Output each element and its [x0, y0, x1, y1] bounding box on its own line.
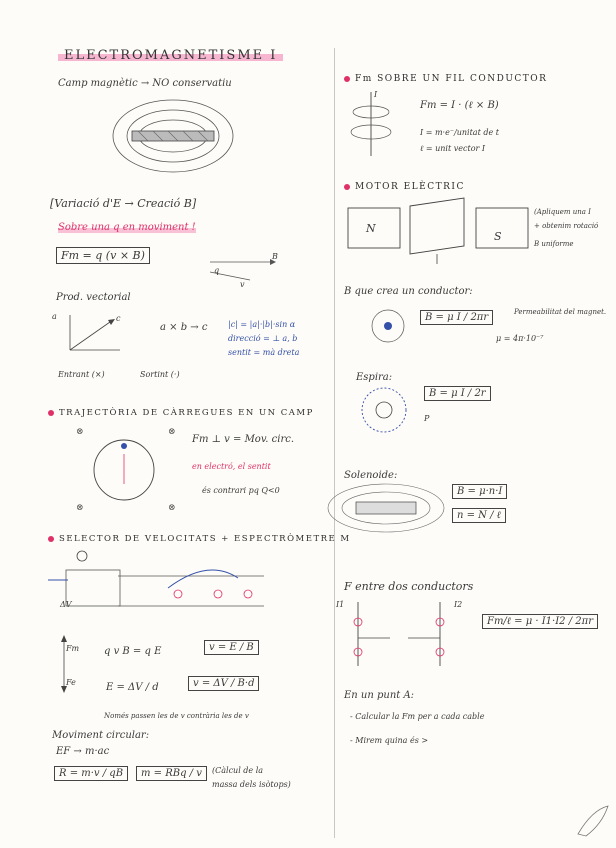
fe-label: Fe [66, 678, 76, 687]
fil-fm-formula: Fm = I · (ℓ × B) [420, 100, 499, 111]
trajectoria-heading: TRAJECTÒRIA DE CÀRREGUES EN UN CAMP [48, 408, 314, 418]
motor-heading: MOTOR ELÈCTRIC [344, 182, 465, 192]
svg-text:⊗: ⊗ [76, 427, 84, 437]
v-eq-box: v = E / B [204, 640, 259, 655]
solenoid-sketch [326, 480, 448, 536]
fil-heading: Fm SOBRE UN FIL CONDUCTOR [344, 74, 547, 84]
nomes-note: Només passen les de v contrària les de v [104, 712, 249, 720]
b-conductor-heading: B que crea un conductor: [344, 286, 473, 297]
modul-note: |c| = |a|·|b|·sin α [228, 320, 296, 329]
calcul-note: (Càlcul de la [212, 766, 264, 775]
m-eq-box: m = RBq / v [136, 766, 207, 781]
entrant-note: Entrant (×) [58, 370, 105, 379]
q-label: q [214, 266, 220, 275]
b-sol-box: B = μ·n·I [452, 484, 507, 499]
e-formula: E = ΔV / d [106, 682, 159, 693]
abc-formula: a × b → c [160, 322, 208, 333]
sentit-note: sentit = mà dreta [228, 348, 300, 357]
ef-note: EF → m·ac [56, 746, 110, 757]
direccio-note: direcció = ⊥ a, b [228, 334, 298, 343]
sortint-note: Sortint (·) [140, 370, 180, 379]
dv-label: ΔV [60, 600, 72, 609]
wire-field-sketch [344, 92, 398, 156]
v-eq2-box: v = ΔV / B·d [188, 676, 259, 691]
c-label: c [116, 314, 121, 323]
svg-text:⊗: ⊗ [168, 427, 176, 437]
contrari-note: és contrari pq Q<0 [202, 486, 280, 495]
b-espira-box: B = μ I / 2r [424, 386, 491, 401]
solenoide-heading: Solenoide: [344, 470, 398, 481]
svg-text:⊗: ⊗ [76, 503, 84, 513]
a-label: a [52, 312, 57, 321]
lorentz-formula: Fm = q (v × B) [56, 247, 150, 264]
electro-note: en electró, el sentit [192, 462, 271, 471]
selector-heading: SELECTOR DE VELOCITATS + ESPECTRÒMETRE M [48, 534, 351, 544]
svg-text:⊗: ⊗ [168, 503, 176, 513]
obtenim-note: + obtenim rotació [534, 222, 599, 230]
page-title: ELECTROMAGNETISME I [58, 48, 283, 63]
column-divider [334, 48, 335, 838]
qvb-formula: q v B = q E [104, 646, 162, 657]
circular-trajectory-sketch [72, 424, 182, 516]
r-eq-box: R = m·v / qB [54, 766, 128, 781]
i2-label: I2 [454, 600, 463, 609]
calcular-note: - Calcular la Fm per a cada cable [350, 712, 485, 721]
en-punt-heading: En un punt A: [344, 690, 415, 701]
espira-heading: Espira: [356, 372, 393, 383]
prod-heading: Prod. vectorial [56, 292, 131, 303]
two-wires-sketch [344, 602, 464, 666]
camp-note: Camp magnètic → NO conservatiu [58, 78, 232, 89]
i1-label: I1 [336, 600, 345, 609]
motor-s: S [494, 230, 502, 243]
sobre-note: Sobre una q en moviment ! [58, 222, 196, 233]
variacio-heading: [Variació d'E → Creació B] [50, 197, 197, 210]
i-def: I = m·e⁻/unitat de t [420, 128, 499, 137]
force-per-length-box: Fm/ℓ = μ · I1·I2 / 2πr [482, 614, 598, 629]
apliquem-note: (Apliquem una I [534, 208, 591, 216]
fm-label: Fm [66, 644, 80, 653]
massa-note: massa dels isòtops) [212, 780, 291, 789]
velocity-arrow-sketch [210, 258, 290, 288]
conductor-field-sketch [368, 304, 408, 348]
b-uniforme-note: B uniforme [534, 240, 574, 248]
perm-note: Permeabilitat del magnet. [514, 308, 607, 316]
entre-heading: F entre dos conductors [344, 580, 474, 593]
wire-i-label: I [374, 90, 378, 99]
fm-perp-note: Fm ⊥ v = Mov. circ. [192, 434, 295, 445]
corner-doodle [572, 800, 612, 840]
b-label: B [272, 252, 278, 261]
loop-sketch [356, 386, 416, 436]
selector-sketch [48, 548, 264, 620]
vector-axes-sketch [60, 310, 140, 362]
moviment-heading: Moviment circular: [52, 730, 150, 741]
magnet-field-sketch [108, 96, 238, 176]
motor-n: N [366, 222, 376, 235]
n-eq-box: n = N / ℓ [452, 508, 506, 523]
p-label: P [424, 414, 430, 423]
l-def: ℓ = unit vector I [420, 144, 486, 153]
b-conductor-box: B = μ I / 2πr [420, 310, 493, 325]
mirem-note: - Mirem quina és > [350, 736, 429, 745]
mu-note: μ = 4π·10⁻⁷ [496, 334, 544, 343]
v-label: v [240, 280, 245, 289]
